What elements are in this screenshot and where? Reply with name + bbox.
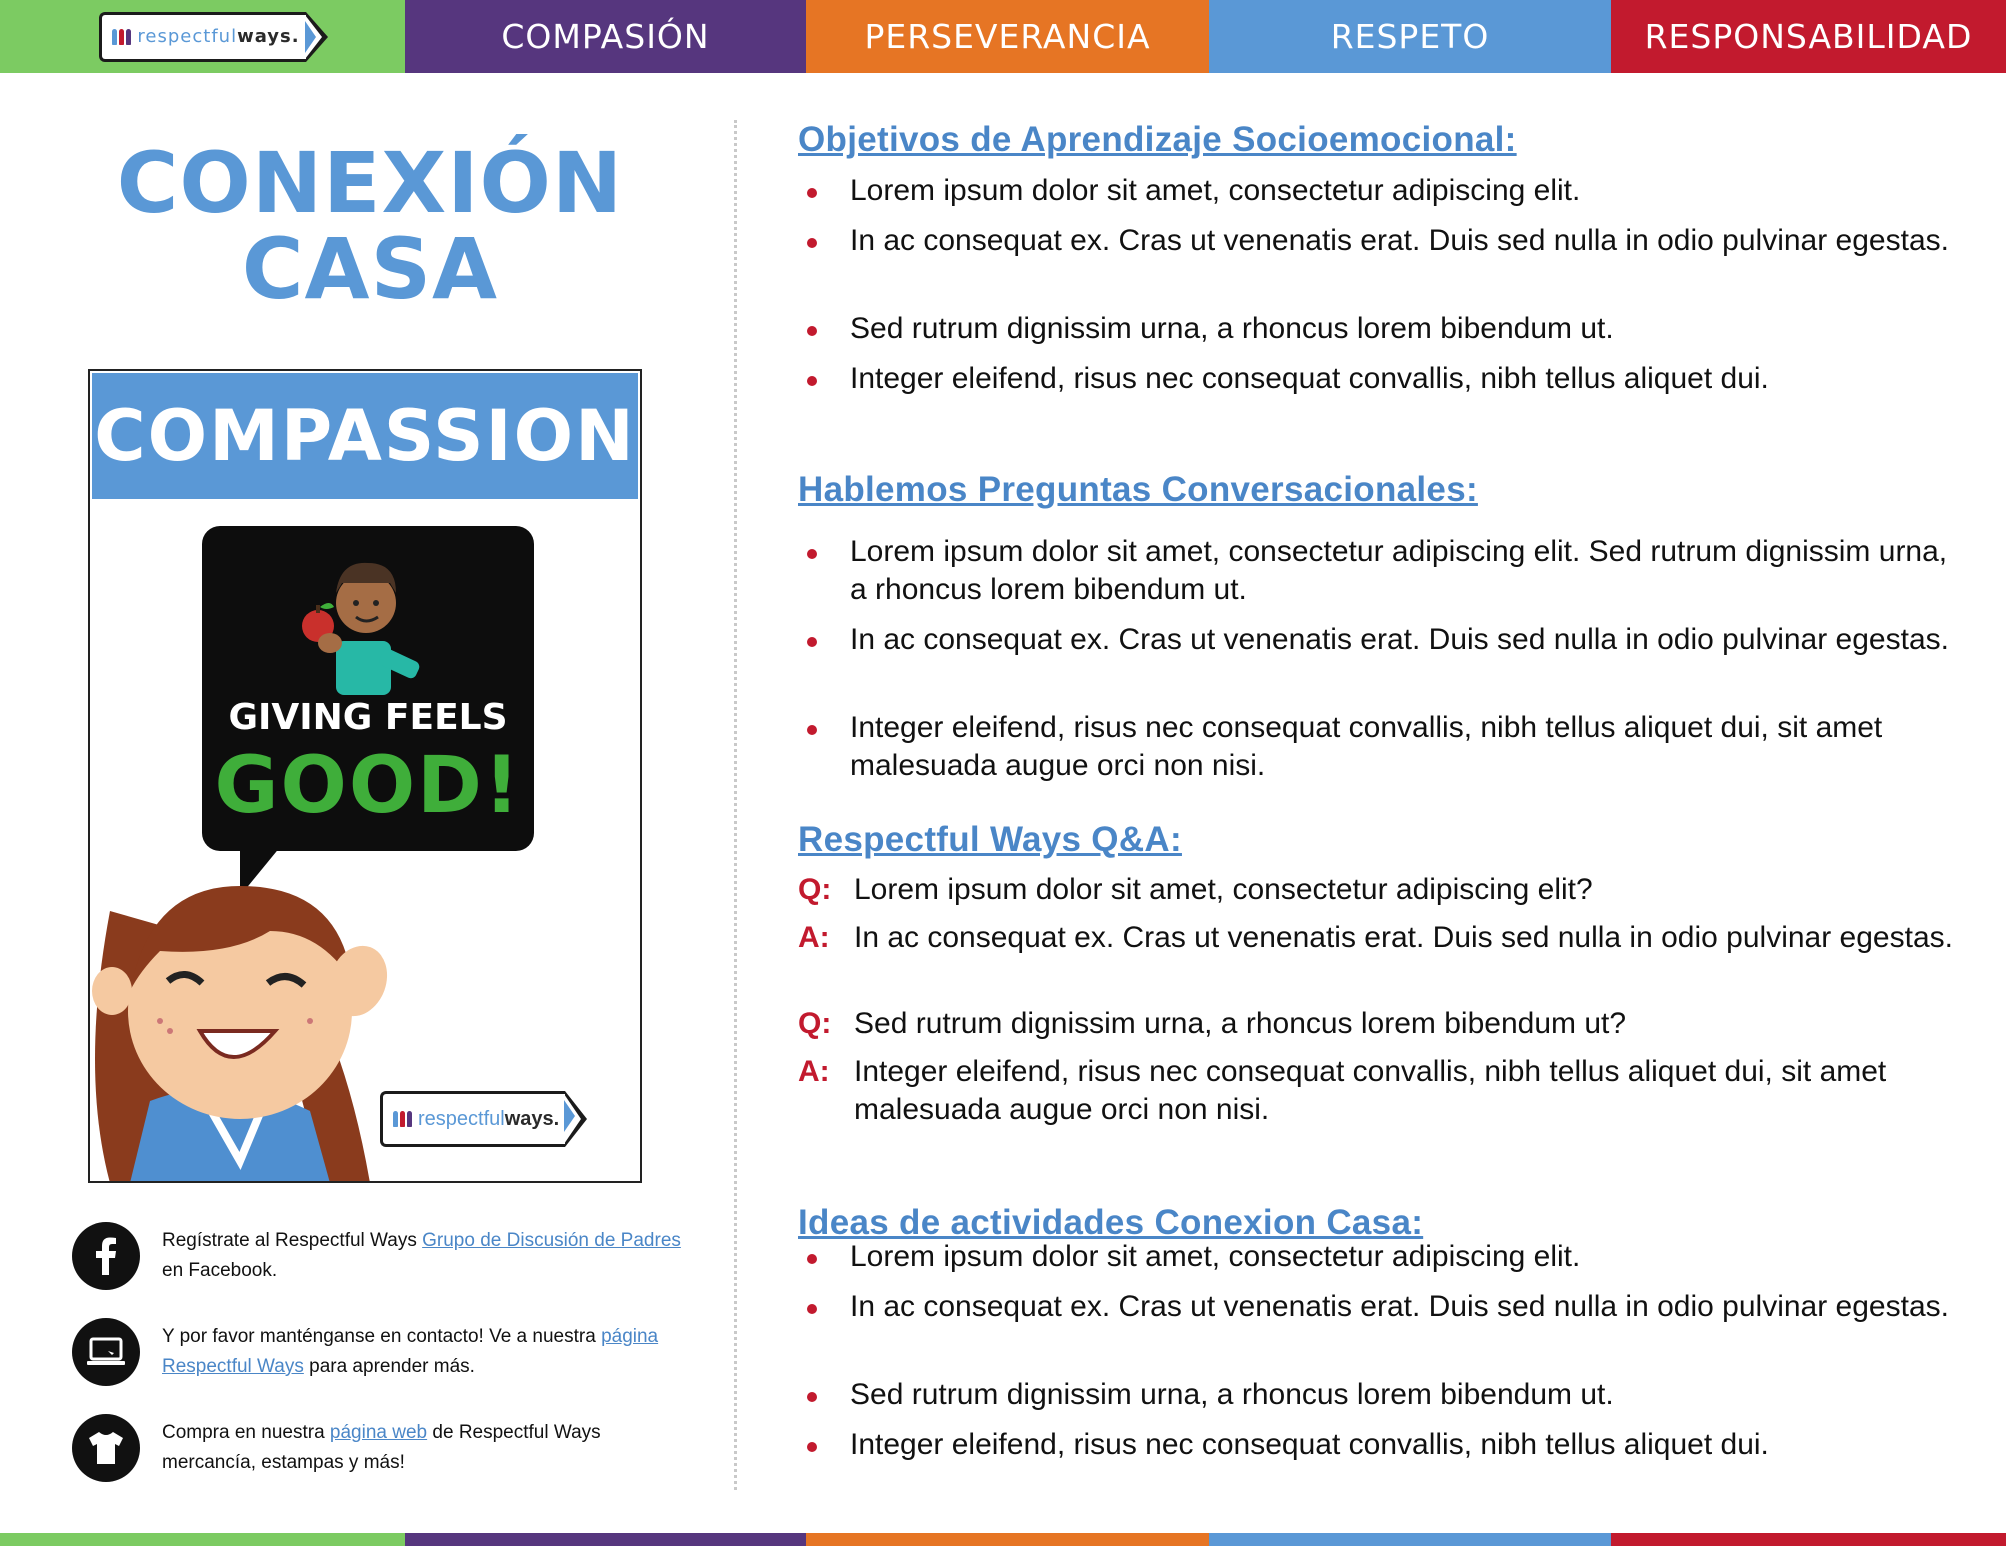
list-item: In ac consequat ex. Cras ut venenatis erat. Duis sed nulla in odio pulvinar egestas.: [798, 621, 1950, 659]
tshirt-icon[interactable]: [72, 1414, 140, 1482]
list-item: Integer eleifend, risus nec consequat convallis, nibh tellus aliquet dui.: [798, 1426, 1950, 1464]
people-icon: [112, 29, 131, 45]
logo-segment[interactable]: [0, 0, 405, 73]
title-line-2: CASA: [241, 220, 499, 318]
facebook-icon[interactable]: [72, 1222, 140, 1290]
respectful-ways-page-link[interactable]: página Respectful Ways: [162, 1326, 659, 1377]
section-heading-qa: Respectful Ways Q&A:: [798, 820, 1182, 859]
qa-text: Integer eleifend, risus nec consequat convallis, nibh tellus aliquet dui, sit amet malesuada augue orci non nisi.: [854, 1055, 1887, 1126]
qa-text: In ac consequat ex. Cras ut venenatis erat. Duis sed nulla in odio pulvinar egestas.: [854, 921, 1953, 954]
bubble-text-good: GOOD!: [214, 741, 522, 831]
compassion-poster: [88, 369, 642, 1183]
list-item: In ac consequat ex. Cras ut venenatis erat. Duis sed nulla in odio pulvinar egestas.: [798, 1288, 1950, 1326]
list-item: Lorem ipsum dolor sit amet, consectetur adipiscing elit. Sed rutrum dignissim urna, a rhoncus lorem bibendum ut.: [798, 533, 1950, 609]
facebook-text: Regístrate al Respectful Ways Grupo de Discusión de Padres en Facebook.: [162, 1230, 681, 1281]
list-item: Sed rutrum dignissim urna, a rhoncus lorem bibendum ut.: [798, 1376, 1950, 1414]
section-ideas: [798, 1203, 1938, 1243]
tab-compasion[interactable]: COMPASIÓN: [405, 0, 806, 73]
logo-text: respectfulways.: [137, 26, 300, 47]
section-hablemos: [798, 470, 1938, 510]
qa-text: Sed rutrum dignissim urna, a rhoncus lorem bibendum ut?: [854, 1007, 1627, 1040]
list-item: Lorem ipsum dolor sit amet, consectetur adipiscing elit.: [798, 172, 1950, 210]
website-text: Y por favor manténganse en contacto! Ve a nuestra página Respectful Ways para aprender más.: [162, 1326, 659, 1377]
page-title: [100, 134, 640, 318]
qa-tag: A:: [798, 921, 830, 954]
section-heading-objetivos: Objetivos de Aprendizaje Socioemocional:: [798, 120, 1517, 159]
list-item: Sed rutrum dignissim urna, a rhoncus lorem bibendum ut.: [798, 310, 1950, 348]
top-nav-bar: [0, 0, 2006, 73]
section-heading-ideas: Ideas de actividades Conexion Casa:: [798, 1203, 1424, 1242]
list-item: Lorem ipsum dolor sit amet, consectetur adipiscing elit.: [798, 1238, 1950, 1276]
poster-heading: COMPASSION: [92, 373, 638, 499]
respectful-ways-logo[interactable]: [99, 12, 305, 62]
laptop-icon[interactable]: [72, 1318, 140, 1386]
qa-item: [798, 1053, 1954, 1129]
facebook-group-link[interactable]: Grupo de Discusión de Padres: [422, 1230, 681, 1251]
bottom-color-bar: [0, 1533, 2006, 1546]
qa-tag: Q:: [798, 873, 832, 906]
list-item: Integer eleifend, risus nec consequat convallis, nibh tellus aliquet dui.: [798, 360, 1950, 398]
qa-item: [798, 871, 1954, 909]
list-item: In ac consequat ex. Cras ut venenatis erat. Duis sed nulla in odio pulvinar egestas.: [798, 222, 1950, 260]
list-item: Integer eleifend, risus nec consequat convallis, nibh tellus aliquet dui, sit amet malesuada augue orci non nisi.: [798, 709, 1950, 785]
qa-item: [798, 1005, 1954, 1043]
qa-text: Lorem ipsum dolor sit amet, consectetur adipiscing elit?: [854, 873, 1593, 906]
qa-item: [798, 919, 1954, 957]
qa-tag: A:: [798, 1055, 830, 1088]
shop-text: Compra en nuestra página web de Respectful Ways mercancía, estampas y más!: [162, 1422, 601, 1473]
section-heading-hablemos: Hablemos Preguntas Conversacionales:: [798, 470, 1478, 509]
girl-illustration: [90, 371, 642, 1183]
tab-respeto[interactable]: RESPETO: [1209, 0, 1611, 73]
tab-perseverancia[interactable]: PERSEVERANCIA: [806, 0, 1209, 73]
bubble-text-giving-feels: GIVING FEELS: [228, 697, 508, 738]
section-objetivos: [798, 120, 1938, 160]
title-line-1: CONEXIÓN: [116, 134, 624, 232]
shop-page-link[interactable]: página web: [329, 1422, 428, 1443]
poster-logo: respectfulways.: [380, 1091, 565, 1147]
people-icon: [393, 1111, 412, 1127]
section-qa: [798, 820, 1938, 860]
qa-tag: Q:: [798, 1007, 832, 1040]
column-divider: [734, 120, 737, 1490]
tab-responsabilidad[interactable]: RESPONSABILIDAD: [1611, 0, 2006, 73]
